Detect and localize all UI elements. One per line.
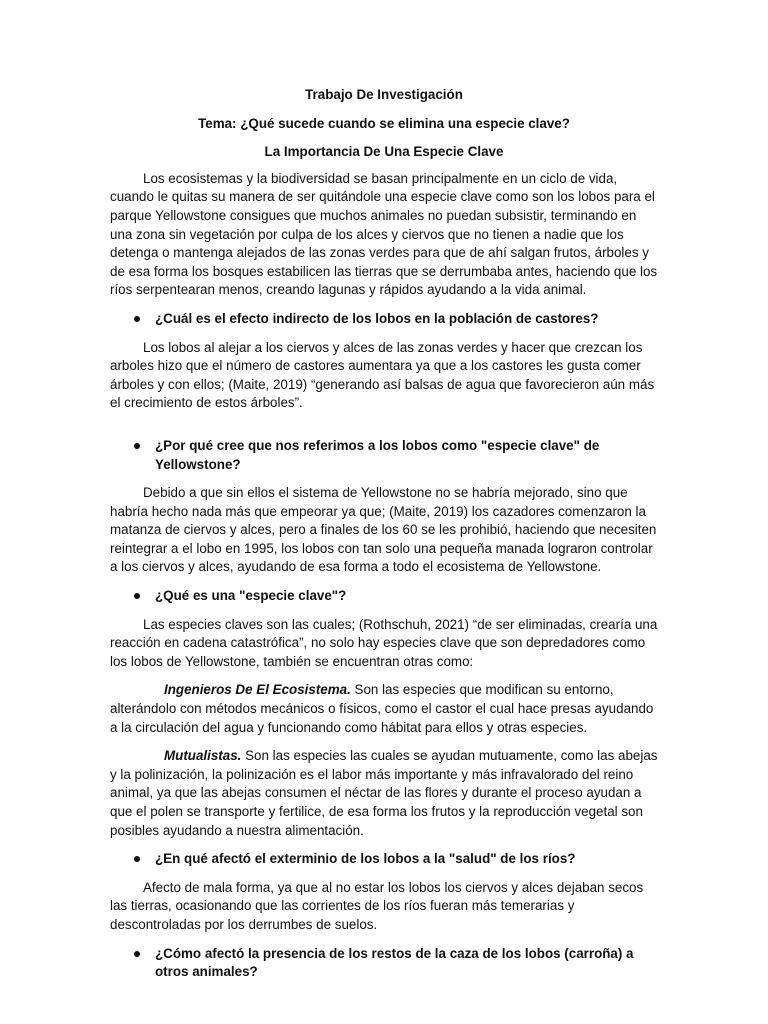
- bullet-icon: [134, 316, 140, 322]
- answer-3: Las especies claves son las cuales; (Rothschuh, 2021) “de ser eliminadas, crearía una reacción en cadena catastrófica”, no solo hay especies clave que son depredadores como los lobos de Yellowstone, también se encuentran otras como:: [110, 616, 658, 669]
- bullet-icon: [134, 951, 140, 957]
- question-5: [110, 945, 658, 982]
- question-1: [110, 310, 658, 329]
- term-1-text: Son las especies que modifican su entorno, alterándolo con métodos mecánicos o físicos, como el castor el cual hace presas ayudando a la circulación del agua y funcionando como hábitat para ellos y otras especies.: [110, 682, 654, 735]
- term-mutualists: [110, 747, 658, 840]
- section-heading: La Importancia De Una Especie Clave: [264, 144, 504, 160]
- question-1-text: ¿Cuál es el efecto indirecto de los lobos en la población de castores?: [155, 310, 599, 326]
- bullet-icon: [134, 856, 140, 862]
- term-1-name: Ingenieros De El Ecosistema.: [164, 682, 351, 698]
- question-4-text: ¿En qué afectó el exterminio de los lobos a la "salud" de los ríos?: [155, 851, 576, 867]
- question-3: [110, 587, 658, 606]
- term-2-name: Mutualistas.: [164, 748, 242, 764]
- question-2-text: ¿Por qué cree que nos referimos a los lobos como "especie clave" de Yellowstone?: [155, 437, 600, 472]
- question-2: [110, 437, 658, 474]
- intro-paragraph: Los ecosistemas y la biodiversidad se basan principalmente en un ciclo de vida, cuando le quitas su manera de ser quitándole una especie clave como son los lobos para el parque Yellowstone consigues que muchos animales no puedan subsistir, terminando en una zona sin vegetación por culpa de los alces y ciervos que no tienen a nadie que los detenga o mantenga alejados de las zonas verdes para que de ahí salgan frutos, árboles y de esa forma los bosques estabilicen las tierras que se derrumbaba antes, haciendo que los ríos serpentearan menos, creando lagunas y rápidos ayudando a la vida animal.: [110, 170, 658, 298]
- answer-4: Afecto de mala forma, ya que al no estar los lobos los ciervos y alces dejaban secos las tierras, ocasionando que las corrientes de los ríos fueran más temerarias y descontroladas por los derrumbes de suelos.: [110, 879, 644, 932]
- answer-1: Los lobos al alejar a los ciervos y alces de las zonas verdes y hacer que crezcan los arboles hizo que el número de castores aumentara ya que a los castores les gusta comer árboles y con ellos; (Maite, 2019) “generando así balsas de agua que favorecieron aún más el crecimiento de estos árboles”.: [110, 339, 655, 411]
- question-4: [110, 850, 658, 869]
- term-2-text: Son las especies las cuales se ayudan mutuamente, como las abejas y la polinización, la polinización es el labor más importante y más infravalorado del reino animal, ya que las abejas consumen el néctar de las flores y durante el proceso ayudan a que el polen se transporte y fertilice, de esa forma los frutos y la reproducción vegetal son posibles ayudando a nuestra alimentación.: [110, 748, 658, 838]
- bullet-icon: [134, 443, 140, 449]
- document-topic: Tema: ¿Qué sucede cuando se elimina una especie clave?: [198, 115, 570, 131]
- spacer: [110, 423, 658, 437]
- document-title: Trabajo De Investigación: [305, 87, 463, 102]
- term-ecosystem-engineers: [110, 681, 658, 737]
- question-3-text: ¿Qué es una "especie clave"?: [155, 588, 347, 604]
- question-5-text: ¿Cómo afectó la presencia de los restos de la caza de los lobos (carroña) a otros animales?: [155, 945, 634, 980]
- bullet-icon: [134, 593, 140, 599]
- answer-2: Debido a que sin ellos el sistema de Yellowstone no se habría mejorado, sino que habría hecho nada más que empeorar ya que; (Maite, 2019) los cazadores comenzaron la matanza de ciervos y alces, pero a finales de los 60 se les prohibió, haciendo que necesiten reintegrar a el lobo en 1995, los lobos con tan solo una pequeña manada lograron controlar a los ciervos y alces, ayudando de esa forma a todo el ecosistema de Yellowstone.: [110, 485, 657, 575]
